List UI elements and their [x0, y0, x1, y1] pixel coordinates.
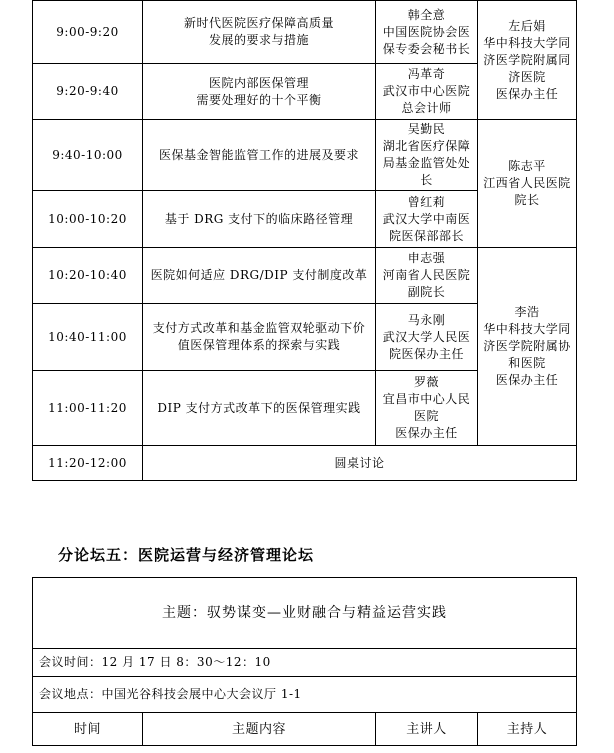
schedule-speaker: 罗薇 宜昌市中心人民 医院 医保办主任 — [375, 370, 478, 446]
schedule-time: 9:40-10:00 — [32, 119, 143, 191]
roundtable-time: 11:20-12:00 — [32, 445, 143, 481]
schedule-time: 10:40-11:00 — [32, 303, 143, 371]
header-time: 时间 — [32, 712, 143, 746]
header-topic: 主题内容 — [142, 712, 376, 746]
schedule-topic: 支付方式改革和基金监管双轮驱动下价 值医保管理体系的探索与实践 — [142, 303, 376, 371]
schedule-time: 10:00-10:20 — [32, 190, 143, 248]
schedule-host: 陈志平 江西省人民医院 院长 — [477, 119, 577, 248]
roundtable-label: 圆桌讨论 — [142, 445, 577, 481]
schedule-speaker: 申志强 河南省人民医院 副院长 — [375, 247, 478, 304]
schedule-topic: 医保基金智能监管工作的进展及要求 — [142, 119, 376, 191]
schedule-speaker: 曾红莉 武汉大学中南医 院医保部部长 — [375, 190, 478, 248]
schedule-time: 10:20-10:40 — [32, 247, 143, 304]
schedule-topic: 基于 DRG 支付下的临床路径管理 — [142, 190, 376, 248]
meeting-time: 会议时间：12 月 17 日 8：30～12：10 — [32, 648, 577, 677]
schedule-speaker: 吴勤民 湖北省医疗保障 局基金监管处处 长 — [375, 119, 478, 191]
schedule-speaker: 马永刚 武汉大学人民医 院医保办主任 — [375, 303, 478, 371]
forum-title: 分论坛五：医院运营与经济管理论坛 — [58, 546, 315, 564]
forum-theme: 主题：驭势谋变—业财融合与精益运营实践 — [32, 577, 577, 649]
schedule-time: 9:00-9:20 — [32, 0, 143, 64]
schedule-time: 9:20-9:40 — [32, 63, 143, 120]
schedule-host: 左后娟 华中科技大学同 济医学院附属同 济医院 医保办主任 — [477, 0, 577, 120]
header-host: 主持人 — [477, 712, 577, 746]
schedule-host: 李浩 华中科技大学同 济医学院附属协 和医院 医保办主任 — [477, 247, 577, 446]
meeting-location: 会议地点：中国光谷科技会展中心大会议厅 1-1 — [32, 676, 577, 713]
schedule-topic: DIP 支付方式改革下的医保管理实践 — [142, 370, 376, 446]
schedule-topic: 医院如何适应 DRG/DIP 支付制度改革 — [142, 247, 376, 304]
schedule-speaker: 韩全意 中国医院协会医 保专委会秘书长 — [375, 0, 478, 64]
schedule-topic: 医院内部医保管理 需要处理好的十个平衡 — [142, 63, 376, 120]
schedule-topic: 新时代医院医疗保障高质量 发展的要求与措施 — [142, 0, 376, 64]
schedule-speaker: 冯革奇 武汉市中心医院 总会计师 — [375, 63, 478, 120]
header-speaker: 主讲人 — [375, 712, 478, 746]
schedule-time: 11:00-11:20 — [32, 370, 143, 446]
